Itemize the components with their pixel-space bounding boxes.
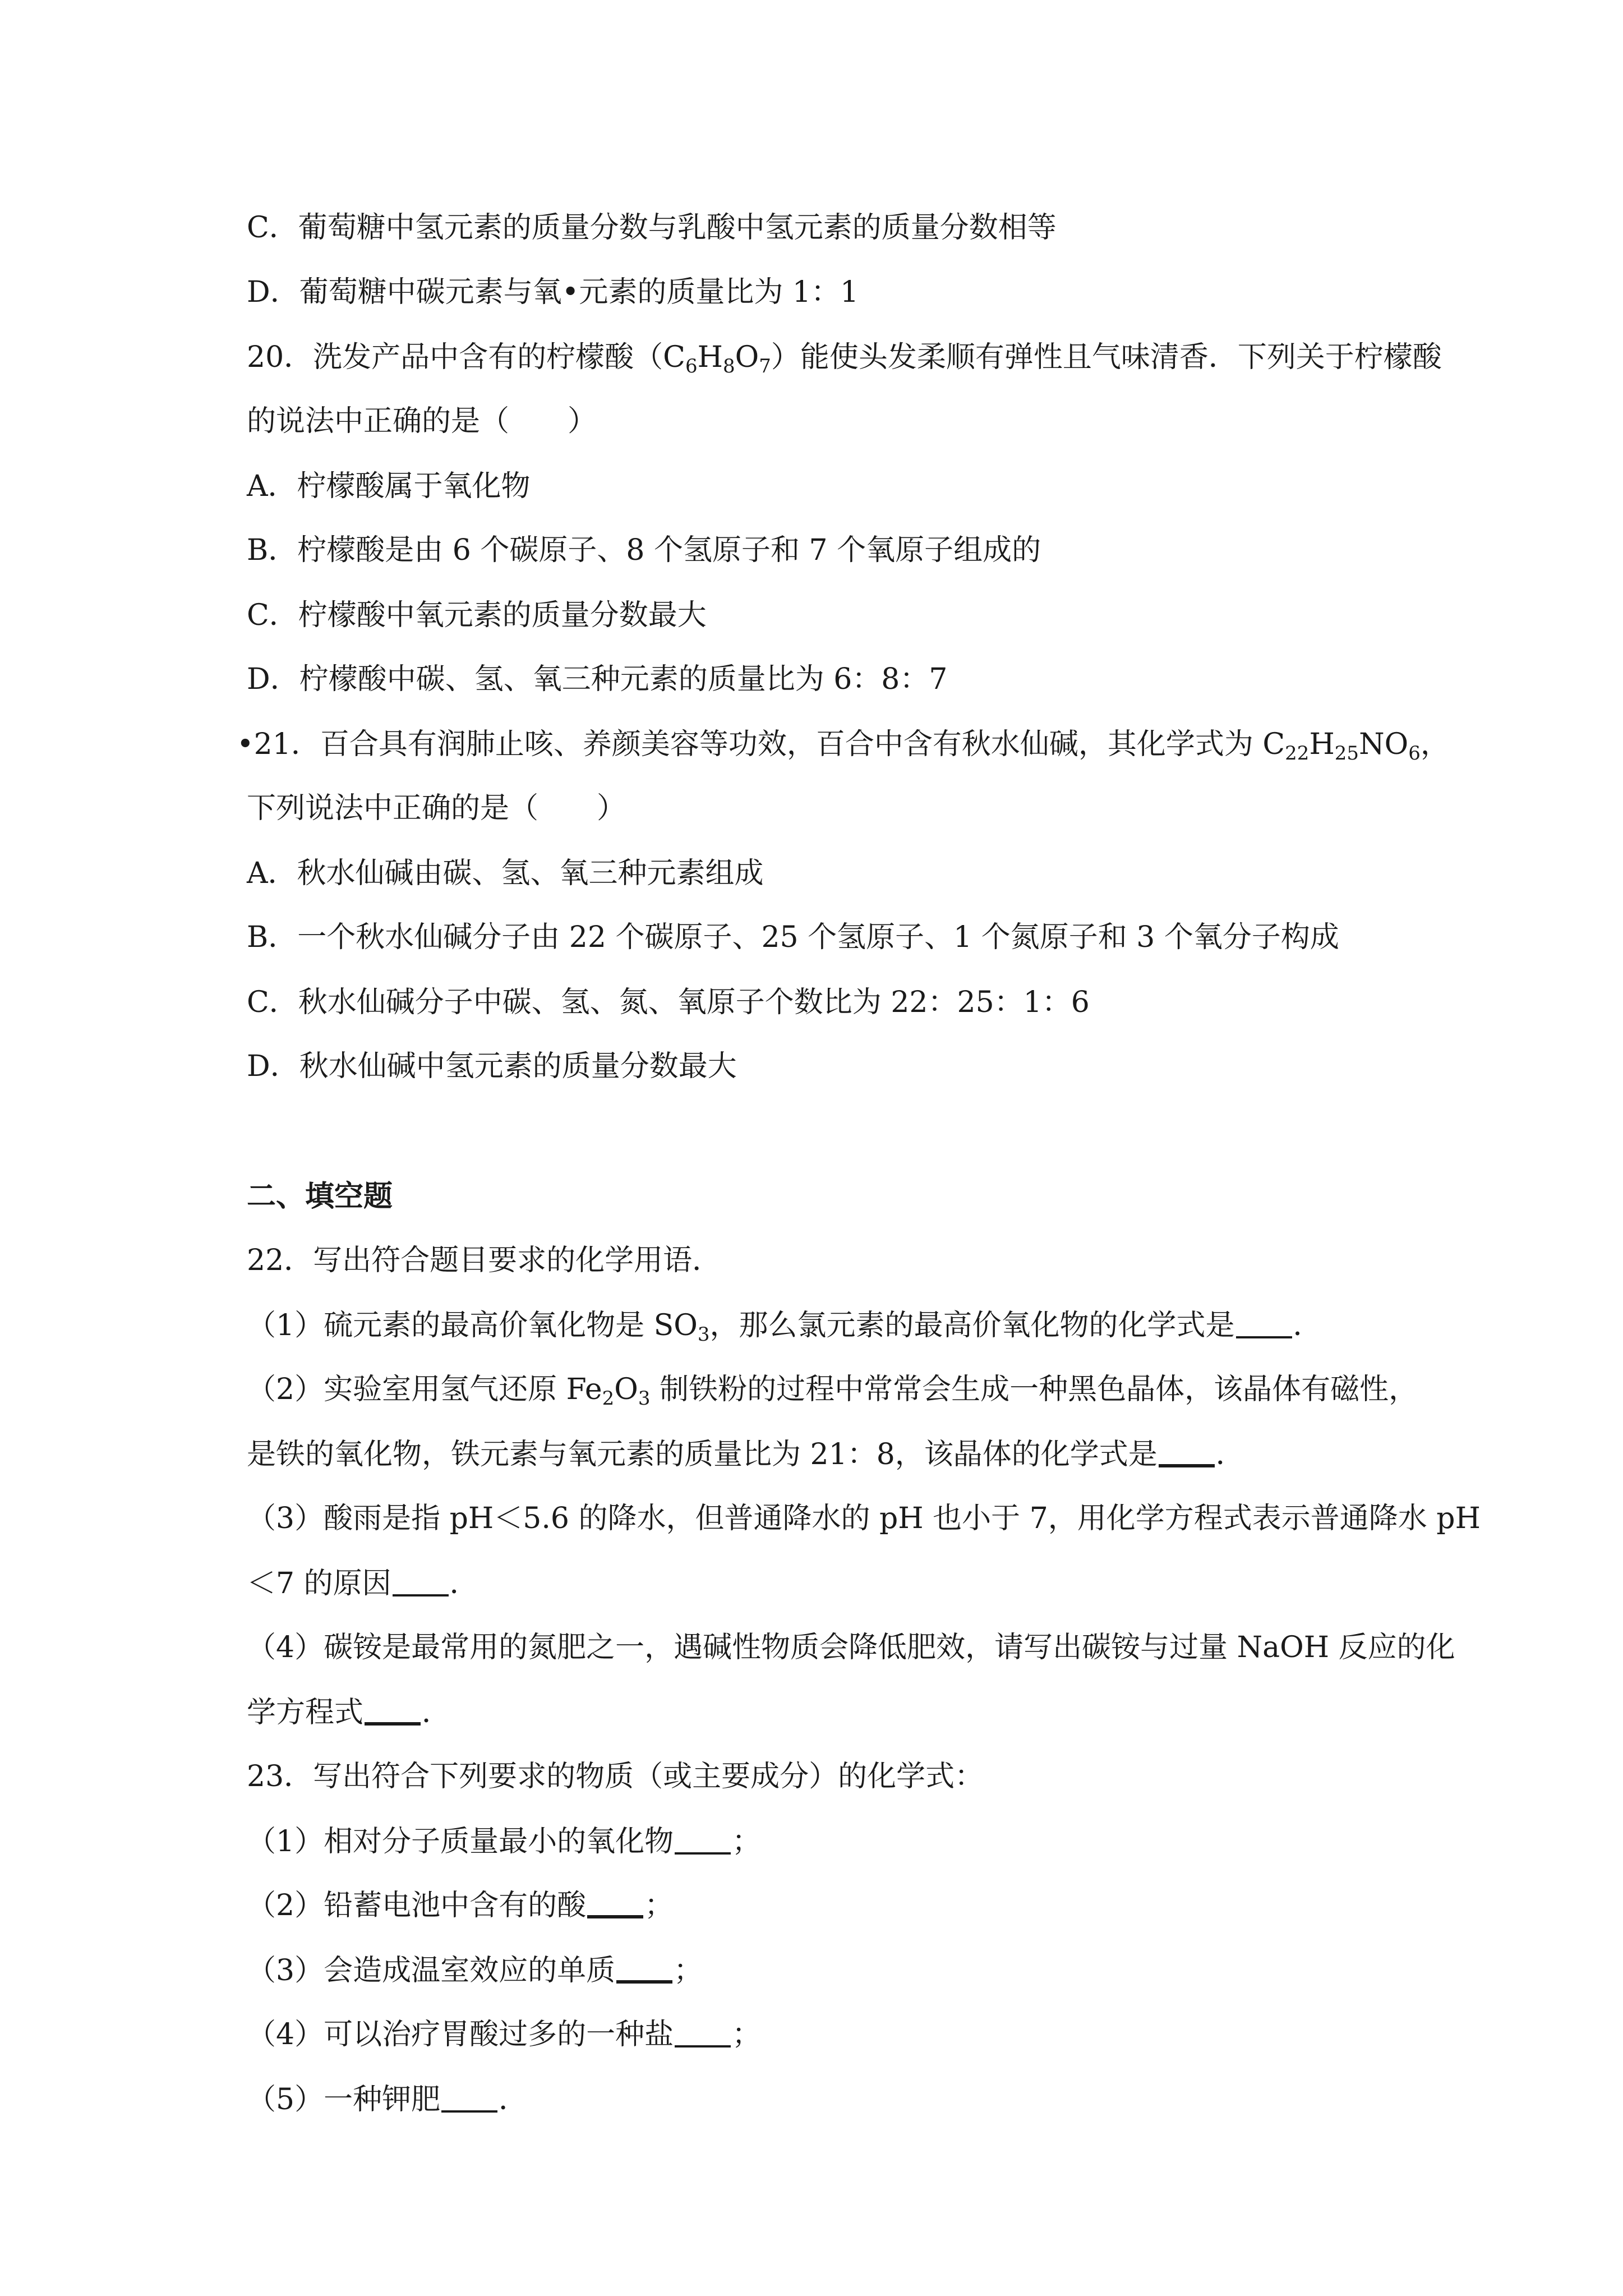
q23-part4: （4）可以治疗胃酸过多的一种盐 ；	[247, 2018, 762, 2051]
answer-blank	[675, 1852, 731, 1855]
q21-option-d: D．秋水仙碱中氢元素的质量分数最大	[247, 1050, 737, 1083]
q23-stem: 23．写出符合下列要求的物质（或主要成分）的化学式：	[247, 1760, 984, 1793]
q20-option-d: D．柠檬酸中碳、氢、氧三种元素的质量比为 6：8：7	[247, 662, 948, 696]
q21-stem: •21．百合具有润肺止咳、养颜美容等功效，百合中含有秋水仙碱，其化学式为 $C_{22}H_{25}NO_6$，	[237, 728, 1450, 765]
q21-option-b: B．一个秋水仙碱分子由 22 个碳原子、25 个氢原子、1 个氮原子和 3 个氧分子构成	[247, 921, 1339, 954]
q20-option-a: A．柠檬酸属于氧化物	[247, 470, 531, 503]
q22-part2: （2）实验室用氢气还原 $Fe_2O_3$ 制铁粉的过程中常常会生成一种黑色晶体，该晶体有磁性，	[247, 1373, 1418, 1410]
q23-part1: （1）相对分子质量最小的氧化物 ；	[247, 1825, 762, 1858]
answer-blank	[616, 1980, 672, 1984]
q22-part4-line2: 学方程式 ．	[247, 1696, 451, 1729]
q20-option-c: C．柠檬酸中氧元素的质量分数最大	[247, 599, 707, 632]
q22-stem: 22．写出符合题目要求的化学用语．	[247, 1244, 722, 1277]
q21-option-a: A．秋水仙碱由碳、氢、氧三种元素组成	[247, 857, 764, 890]
answer-blank	[441, 2110, 497, 2113]
answer-blank	[675, 2045, 731, 2047]
q19-option-d: D．葡萄糖中碳元素与氧•元素的质量比为 1：1	[247, 275, 859, 309]
q22-part4: （4）碳铵是最常用的氮肥之一，遇碱性物质会降低肥效，请写出碳铵与过量 NaOH 反应的化	[247, 1631, 1455, 1664]
q19-option-c: C．葡萄糖中氢元素的质量分数与乳酸中氢元素的质量分数相等	[247, 211, 1057, 245]
q22-part1: （1）硫元素的最高价氧化物是 $SO_3$，那么氯元素的最高价氧化物的化学式是 ．	[247, 1309, 1322, 1346]
q20-stem-line2: 的说法中正确的是（ ）	[247, 404, 597, 438]
answer-blank	[587, 1915, 643, 1918]
q20-option-b: B．柠檬酸是由 6 个碳原子、8 个氢原子和 7 个氧原子组成的	[247, 533, 1041, 567]
q22-part2-line2: 是铁的氧化物，铁元素与氧元素的质量比为 21：8，该晶体的化学式是 ．	[247, 1438, 1245, 1471]
answer-blank	[1159, 1464, 1215, 1467]
answer-blank	[365, 1722, 421, 1726]
answer-blank	[393, 1594, 449, 1596]
answer-blank	[1236, 1336, 1292, 1338]
section-title: 二、填空题	[247, 1179, 393, 1213]
q23-part5: （5）一种钾肥 ．	[247, 2083, 528, 2116]
q21-option-c: C．秋水仙碱分子中碳、氢、氮、氧原子个数比为 22：25：1：6	[247, 986, 1090, 1019]
q21-stem-line2: 下列说法中正确的是（ ）	[247, 792, 626, 825]
q20-stem: 20．洗发产品中含有的柠檬酸$(C_6H_8O_7)$能使头发柔顺有弹性且气味清香．下列关于柠檬酸	[247, 341, 1442, 378]
q22-part3: （3）酸雨是指 pH＜5.6 的降水，但普通降水的 pH 也小于 7，用化学方程式表示普通降水 pH	[247, 1502, 1481, 1535]
q23-part2: （2）铅蓄电池中含有的酸 ；	[247, 1889, 674, 1922]
q23-part3: （3）会造成温室效应的单质 ；	[247, 1954, 703, 1987]
q22-part3-line2: ＜7 的原因 ．	[247, 1567, 479, 1600]
